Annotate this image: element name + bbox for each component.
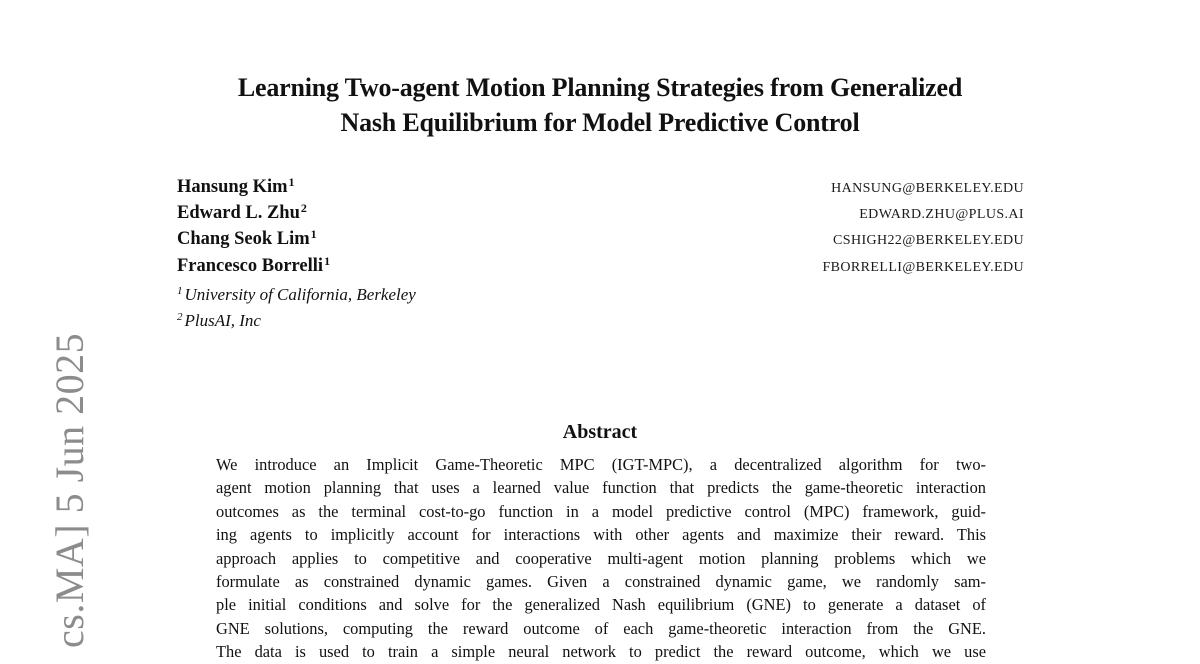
affiliation-text: University of California, Berkeley bbox=[184, 285, 416, 304]
affiliation-mark: 2 bbox=[177, 311, 183, 323]
author-name-text: Hansung Kim bbox=[177, 177, 288, 197]
author-email: FBORRELLI@BERKELEY.EDU bbox=[822, 260, 1024, 275]
affiliation-mark: 1 bbox=[177, 285, 183, 297]
author-name-text: Edward L. Zhu bbox=[177, 203, 300, 223]
abstract-body bbox=[216, 453, 986, 664]
author-email: HANSUNG@BERKELEY.EDU bbox=[831, 181, 1024, 196]
author-affiliation-mark: 2 bbox=[300, 201, 307, 215]
author-email: EDWARD.ZHU@PLUS.AI bbox=[859, 207, 1024, 222]
paper-title bbox=[0, 70, 1200, 140]
arxiv-identifier-stamp: cs.MA] 5 Jun 2025 bbox=[47, 332, 92, 648]
affiliation bbox=[177, 310, 261, 332]
author-name bbox=[177, 255, 330, 277]
author-affiliation-mark: 1 bbox=[324, 254, 331, 268]
author-name-text: Chang Seok Lim bbox=[177, 229, 310, 249]
abstract-line: formulate as constrained dynamic games. Given a constrained dynamic game, we randomly sam- bbox=[216, 571, 986, 591]
author-email: CSHIGH22@BERKELEY.EDU bbox=[833, 233, 1024, 248]
abstract-line: approach applies to competitive and cooperative multi-agent motion planning problems which we bbox=[216, 548, 986, 568]
affiliation bbox=[177, 284, 416, 306]
paper-title-line-1: Learning Two-agent Motion Planning Strategies from Generalized bbox=[237, 73, 963, 102]
abstract-line: GNE solutions, computing the reward outcome of each game-theoretic interaction from the GNE. bbox=[216, 618, 986, 638]
abstract-line: ple initial conditions and solve for the generalized Nash equilibrium (GNE) to generate a dataset of bbox=[216, 595, 986, 615]
author-name-text: Francesco Borrelli bbox=[177, 256, 324, 276]
abstract-line: outcomes as the terminal cost-to-go function in a model predictive control (MPC) framework, guid- bbox=[216, 501, 986, 521]
abstract-line: ing agents to implicitly account for interactions with other agents and maximize their reward. This bbox=[216, 525, 986, 545]
author-name bbox=[177, 176, 295, 198]
abstract-line: The data is used to train a simple neural network to predict the reward outcome, which we use bbox=[216, 642, 986, 662]
author-name bbox=[177, 202, 307, 224]
abstract-heading: Abstract bbox=[562, 421, 638, 443]
paper-title-line-2: Nash Equilibrium for Model Predictive Control bbox=[340, 108, 860, 137]
author-affiliation-mark: 1 bbox=[310, 227, 317, 241]
affiliation-text: PlusAI, Inc bbox=[184, 311, 261, 330]
author-affiliation-mark: 1 bbox=[288, 175, 295, 189]
abstract-line: agent motion planning that uses a learned value function that predicts the game-theoretic interaction bbox=[216, 478, 986, 498]
abstract-line: We introduce an Implicit Game-Theoretic MPC (IGT-MPC), a decentralized algorithm for two- bbox=[216, 455, 986, 474]
author-name bbox=[177, 228, 317, 250]
